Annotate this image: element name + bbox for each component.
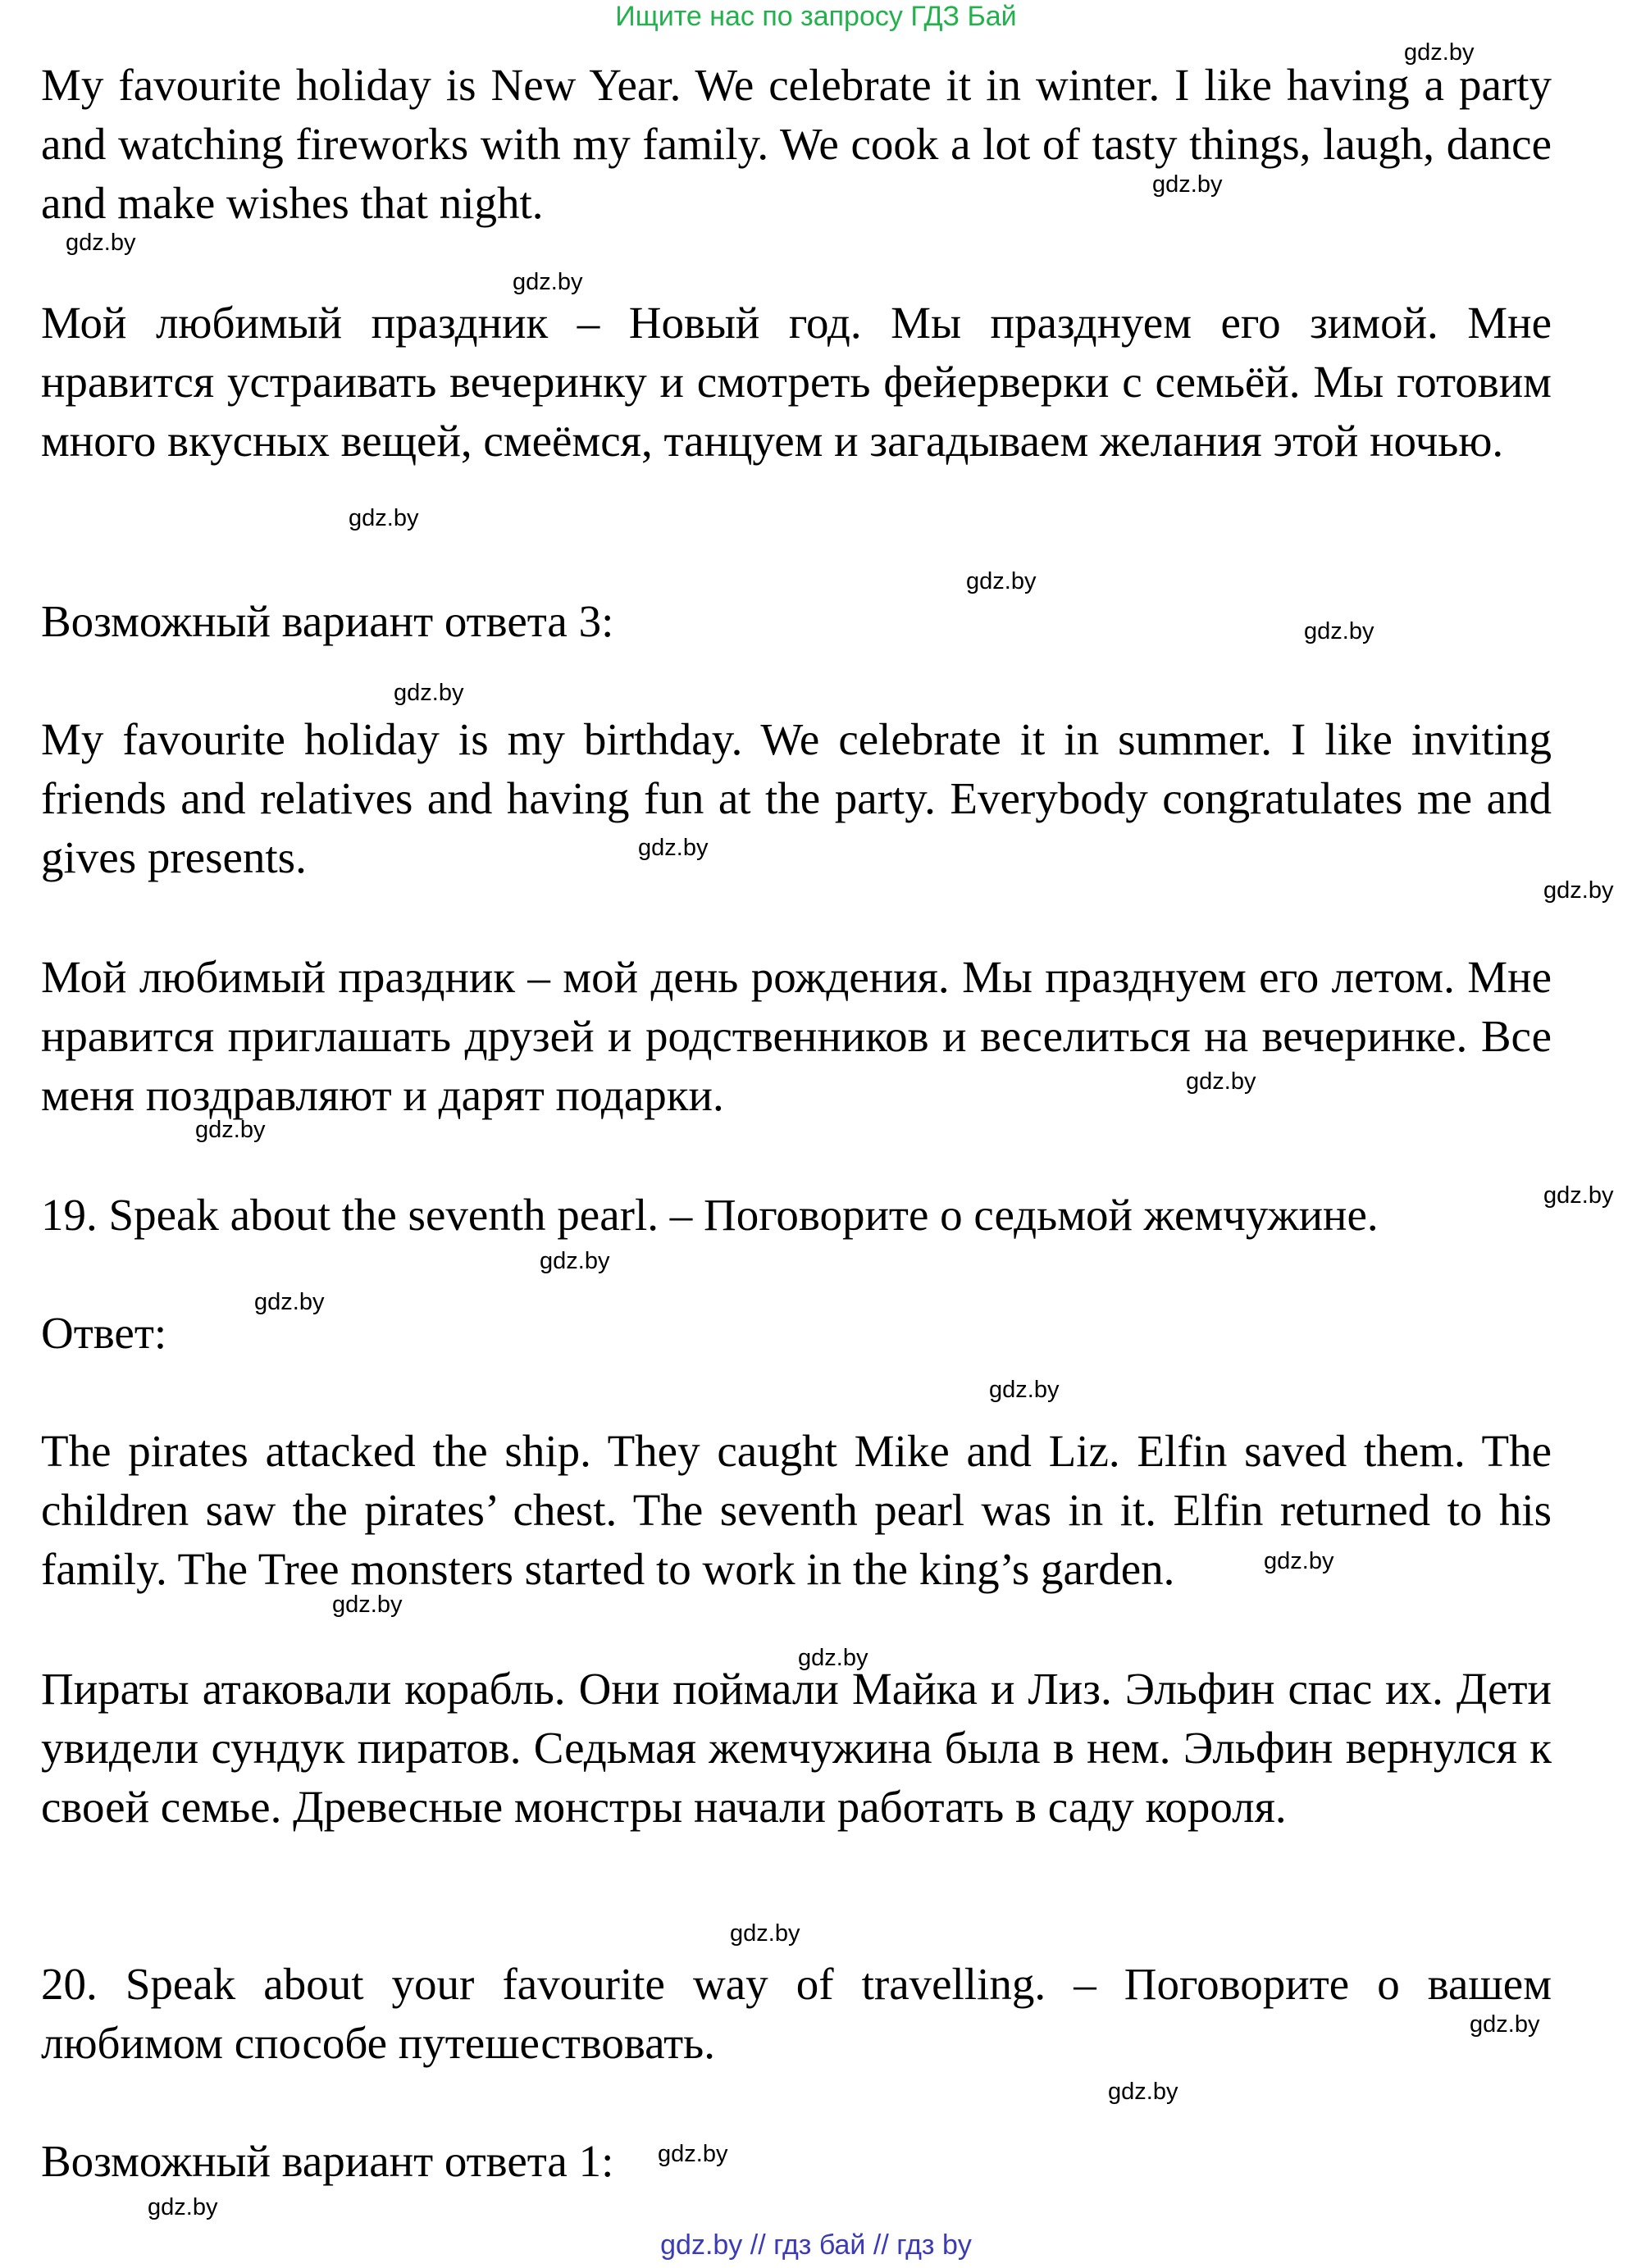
header-banner: Ищите нас по запросу ГДЗ Бай (615, 1, 1017, 32)
watermark-text: gdz.by (1152, 171, 1223, 198)
watermark-text: gdz.by (540, 1248, 610, 1274)
watermark-text: gdz.by (1543, 877, 1614, 904)
watermark-text: gdz.by (148, 2194, 218, 2220)
watermark-text: gdz.by (730, 1920, 800, 1947)
watermark-text: gdz.by (513, 269, 583, 295)
watermark-text: gdz.by (1404, 39, 1475, 66)
watermark-text: gdz.by (989, 1377, 1060, 1403)
watermark-text: gdz.by (332, 1592, 403, 1618)
watermark-text: gdz.by (1264, 1548, 1334, 1574)
footer-banner: gdz.by // гдз бай // гдз by (660, 2229, 972, 2261)
watermark-text: gdz.by (349, 505, 419, 531)
variant-1-label: Возможный вариант ответа 1: (41, 2136, 614, 2186)
paragraph-russian-seventh-pearl: Пираты атаковали корабль. Они поймали Майка и Лиз. Эльфин спас их. Дети увидели сундук пиратов. Седьмая жемчужина была в нем. Эльфин вернулся к своей семье. Древесные монстры начали работать в саду короля. (41, 1664, 1552, 1832)
paragraph-english-birthday: My favourite holiday is my birthday. We celebrate it in summer. I like inviting friends and relatives and having fun at the party. Everybody congratulates me and gives presents. (41, 714, 1552, 882)
paragraph-english-seventh-pearl: The pirates attacked the ship. They caught Mike and Liz. Elfin saved them. The children saw the pirates’ chest. The seventh pearl was in it. Elfin returned to his family. The Tree monsters started to work in the king’s garden. (41, 1426, 1552, 1594)
watermark-text: gdz.by (1470, 2011, 1540, 2038)
watermark-text: gdz.by (394, 680, 464, 706)
watermark-text: gdz.by (66, 230, 136, 256)
watermark-text: gdz.by (1543, 1182, 1614, 1209)
task-20-heading: 20. Speak about your favourite way of travelling. – Поговорите о вашем любимом способе путешествовать. (41, 1959, 1552, 2068)
watermark-text: gdz.by (195, 1117, 266, 1143)
watermark-text: gdz.by (658, 2141, 728, 2167)
watermark-text: gdz.by (638, 835, 709, 861)
watermark-text: gdz.by (966, 568, 1037, 594)
paragraph-english-new-year: My favourite holiday is New Year. We celebrate it in winter. I like having a party and watching fireworks with my family. We cook a lot of tasty things, laugh, dance and make wishes that night. (41, 60, 1552, 228)
watermark-text: gdz.by (254, 1289, 325, 1315)
variant-3-label: Возможный вариант ответа 3: (41, 596, 614, 646)
paragraph-russian-new-year: Мой любимый праздник – Новый год. Мы празднуем его зимой. Мне нравится устраивать вечеринку и смотреть фейерверки с семьёй. Мы готовим много вкусных вещей, смеёмся, танцуем и загадываем желания этой ночью. (41, 298, 1552, 466)
task-19-heading: 19. Speak about the seventh pearl. – Поговорите о седьмой жемчужине. (41, 1190, 1379, 1240)
watermark-text: gdz.by (1304, 618, 1374, 644)
watermark-text: gdz.by (1186, 1068, 1256, 1095)
answer-label: Ответ: (41, 1308, 167, 1358)
paragraph-russian-birthday: Мой любимый праздник – мой день рождения. Мы празднуем его летом. Мне нравится приглашать друзей и родственников и веселиться на вечеринке. Все меня поздравляют и дарят подарки. (41, 952, 1552, 1120)
watermark-text: gdz.by (1108, 2079, 1178, 2105)
watermark-text: gdz.by (798, 1645, 868, 1671)
